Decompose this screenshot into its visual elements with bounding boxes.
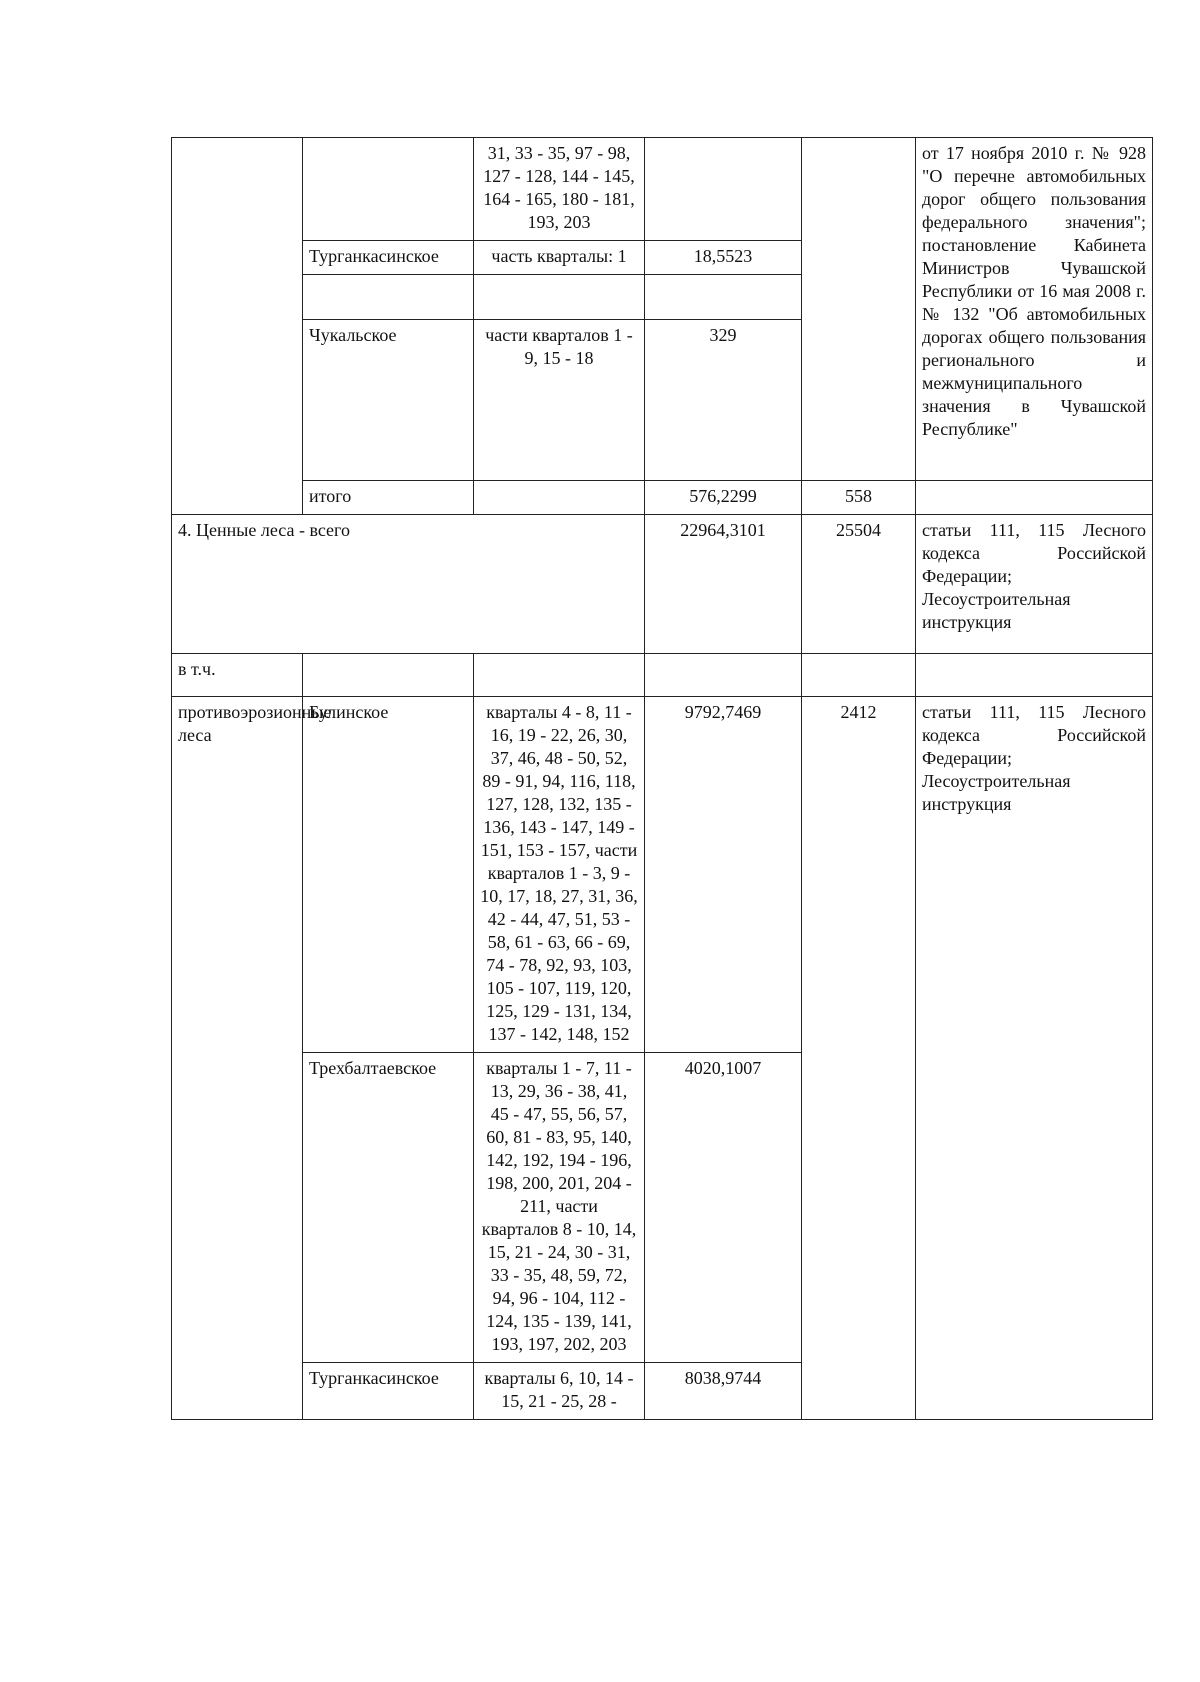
forestry-cell	[303, 654, 474, 697]
category-cell: противоэрозионные леса	[172, 697, 303, 1420]
category-cell	[172, 138, 303, 515]
forestry-cell: Турганкасинское	[303, 241, 474, 275]
forestry-cell: Чукальское	[303, 320, 474, 481]
quarters-cell	[474, 481, 645, 515]
count-cell	[802, 138, 916, 481]
area-cell	[645, 138, 802, 241]
forestry-cell: Булинское	[303, 697, 474, 1053]
quarters-cell: кварталы 1 - 7, 11 - 13, 29, 36 - 38, 41, 45 - 47, 55, 56, 57, 60, 81 - 83, 95, 140, 142, 192, 194 - 196, 198, 200, 201, 204 - 211, части кварталов 8 - 10, 14, 15, 21 - 24, 30 - 31, 33 - 35, 48, 59, 72, 94, 96 - 104, 112 - 124, 135 - 139, 141, 193, 197, 202, 203	[474, 1053, 645, 1363]
forestry-cell	[303, 138, 474, 241]
count-cell	[802, 654, 916, 697]
table-row	[172, 138, 1153, 241]
forestry-cell: Турганкасинское	[303, 1363, 474, 1420]
area-cell	[645, 275, 802, 320]
area-cell: 576,2299	[645, 481, 802, 515]
quarters-cell: кварталы 6, 10, 14 - 15, 21 - 25, 28 -	[474, 1363, 645, 1420]
area-cell: 9792,7469	[645, 697, 802, 1053]
itogo-label: итого	[303, 481, 474, 515]
basis-cell: статьи 111, 115 Лесного кодекса Российской Федерации; Лесоустроительная инструкция	[916, 697, 1153, 1420]
area-cell: 4020,1007	[645, 1053, 802, 1363]
quarters-cell: части кварталов 1 - 9, 15 - 18	[474, 320, 645, 481]
basis-cell	[916, 481, 1153, 515]
area-cell: 22964,3101	[645, 515, 802, 654]
quarters-cell	[474, 275, 645, 320]
including-label: в т.ч.	[172, 654, 303, 697]
table-row	[172, 654, 1153, 697]
quarters-cell	[474, 654, 645, 697]
forest-table	[171, 137, 1153, 1420]
section-title: 4. Ценные леса - всего	[172, 515, 645, 654]
quarters-cell: 31, 33 - 35, 97 - 98, 127 - 128, 144 - 145, 164 - 165, 180 - 181, 193, 203	[474, 138, 645, 241]
table-row	[172, 515, 1153, 654]
count-cell: 558	[802, 481, 916, 515]
quarters-cell: часть кварталы: 1	[474, 241, 645, 275]
area-cell: 18,5523	[645, 241, 802, 275]
basis-cell: статьи 111, 115 Лесного кодекса Российской Федерации; Лесоустроительная инструкция	[916, 515, 1153, 654]
quarters-cell: кварталы 4 - 8, 11 - 16, 19 - 22, 26, 30, 37, 46, 48 - 50, 52, 89 - 91, 94, 116, 118, 127, 128, 132, 135 - 136, 143 - 147, 149 - 151, 153 - 157, части кварталов 1 - 3, 9 - 10, 17, 18, 27, 31, 36, 42 - 44, 47, 51, 53 - 58, 61 - 63, 66 - 69, 74 - 78, 92, 93, 103, 105 - 107, 119, 120, 125, 129 - 131, 134, 137 - 142, 148, 152	[474, 697, 645, 1053]
count-cell: 2412	[802, 697, 916, 1420]
table-row	[172, 481, 1153, 515]
table-row	[172, 697, 1153, 1053]
area-cell: 8038,9744	[645, 1363, 802, 1420]
forestry-cell	[303, 275, 474, 320]
area-cell: 329	[645, 320, 802, 481]
count-cell: 25504	[802, 515, 916, 654]
basis-cell: от 17 ноября 2010 г. № 928 "О перечне автомобильных дорог общего пользования федерального значения"; постановление Кабинета Министров Чувашской Республики от 16 мая 2008 г. № 132 "Об автомобильных дорогах общего пользования регионального и межмуниципального значения в Чувашской Республике"	[916, 138, 1153, 481]
forestry-cell: Трехбалтаевское	[303, 1053, 474, 1363]
basis-cell	[916, 654, 1153, 697]
area-cell	[645, 654, 802, 697]
